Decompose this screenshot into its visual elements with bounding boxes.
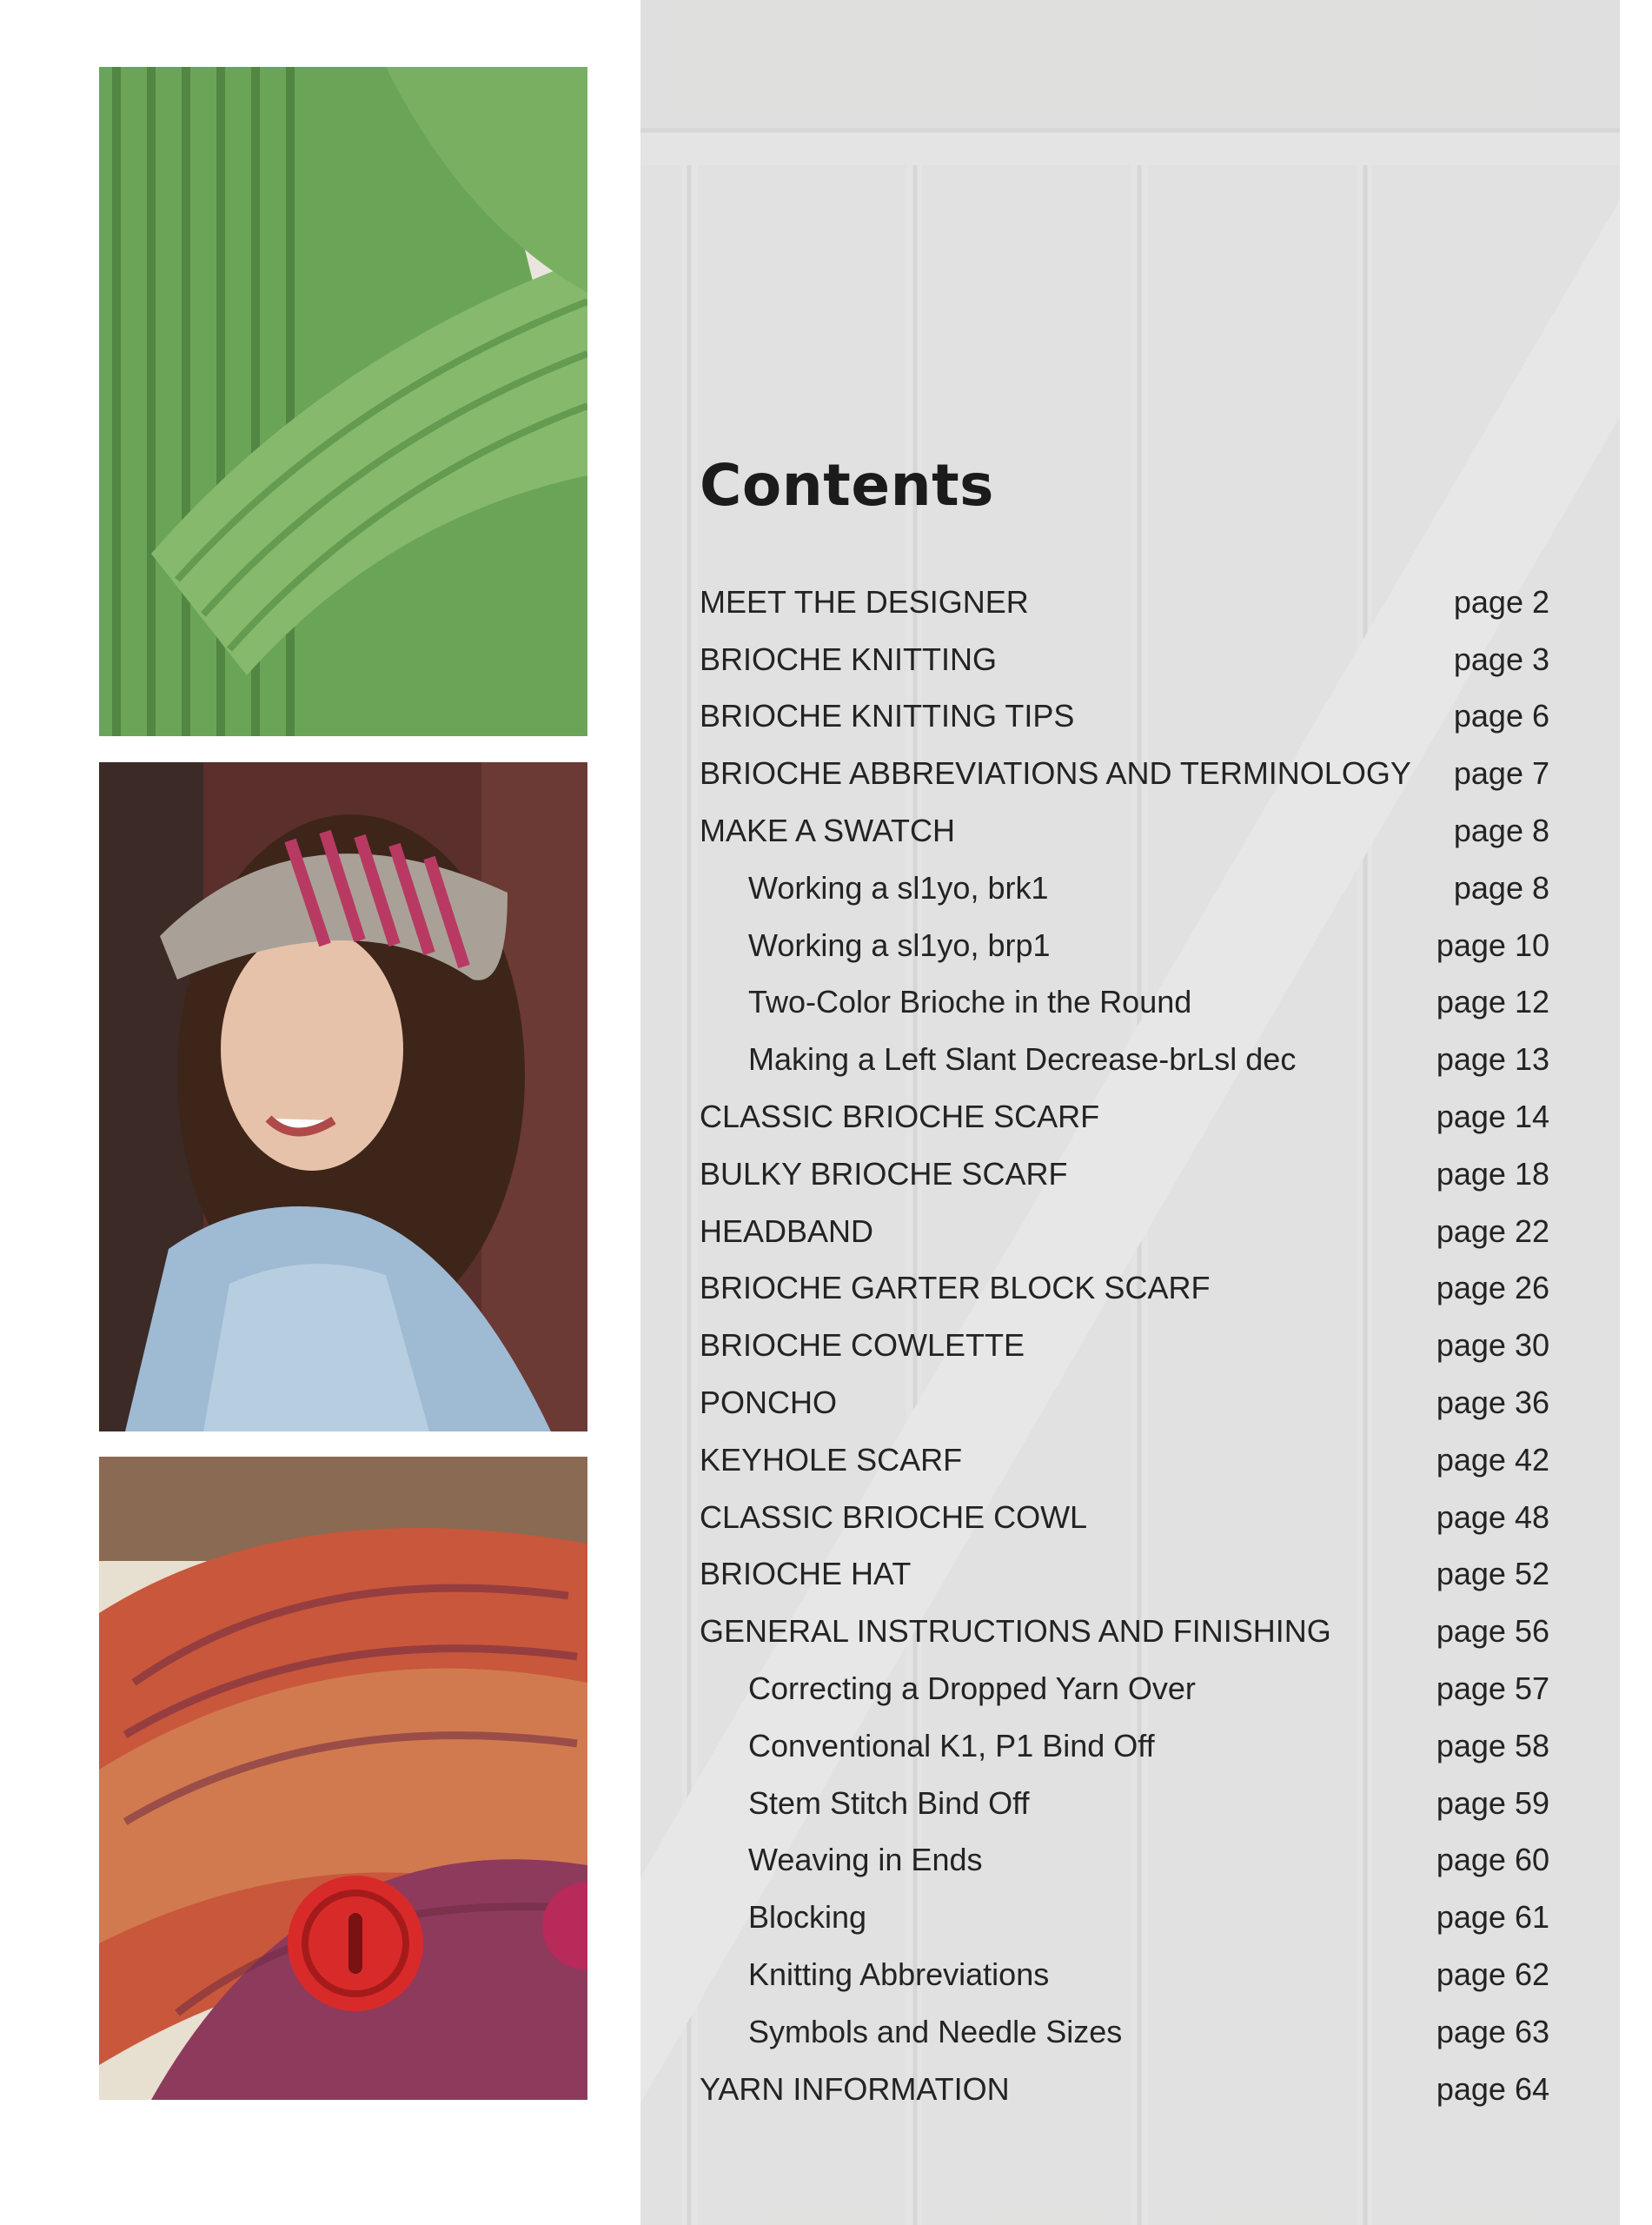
toc-entry-page-number: page 62 [1436,1956,1549,1993]
toc-entry-page-number: page 58 [1436,1727,1549,1763]
toc-entry-page-number: page 10 [1436,927,1549,963]
toc-entry[interactable] [700,688,1549,746]
toc-entry-page-number: page 56 [1436,1613,1549,1650]
toc-entry[interactable] [700,1603,1549,1660]
toc-entry-title: Symbols and Needle Sizes [748,2013,1123,2049]
toc-entry[interactable] [700,1146,1549,1203]
toc-entry-page-number: page 61 [1436,1899,1549,1936]
toc-entry[interactable] [700,1260,1549,1318]
toc-entry-title: BULKY BRIOCHE SCARF [700,1155,1068,1192]
toc-entry-page-number: page 22 [1436,1212,1549,1249]
toc-entry[interactable] [700,1946,1549,2003]
page-title: Contents [700,452,994,519]
woman-in-striped-hat-photo [99,762,587,1431]
toc-entry-page-number: page 42 [1436,1441,1549,1478]
toc-entry-title: Stem Stitch Bind Off [748,1784,1030,1821]
toc-entry[interactable] [700,974,1549,1032]
toc-entry-title: GENERAL INSTRUCTIONS AND FINISHING [700,1613,1331,1650]
toc-entry-title: BRIOCHE ABBREVIATIONS AND TERMINOLOGY [700,755,1411,792]
toc-entry-page-number: page 8 [1453,813,1549,849]
green-ribbed-scarf-photo [99,67,587,736]
toc-entry-title: BRIOCHE HAT [700,1556,912,1592]
toc-entry-title: Conventional K1, P1 Bind Off [748,1727,1155,1763]
toc-entry[interactable] [700,574,1549,631]
toc-entry-title: Knitting Abbreviations [748,1956,1050,1993]
toc-entry-page-number: page 57 [1436,1670,1549,1707]
toc-entry[interactable] [700,1546,1549,1604]
toc-entry-page-number: page 52 [1436,1556,1549,1592]
toc-entry[interactable] [700,1431,1549,1489]
toc-entry-title: BRIOCHE GARTER BLOCK SCARF [700,1270,1211,1306]
toc-entry[interactable] [700,1889,1549,1946]
toc-entry-page-number: page 8 [1453,869,1549,906]
toc-entry-page-number: page 12 [1436,984,1549,1020]
toc-entry-page-number: page 2 [1453,583,1549,620]
toc-entry[interactable] [700,1775,1549,1832]
toc-entry[interactable] [700,1031,1549,1088]
toc-entry[interactable] [700,1489,1549,1546]
toc-entry-title: Two-Color Brioche in the Round [748,984,1192,1020]
toc-entry-page-number: page 63 [1436,2013,1549,2049]
toc-entry[interactable] [700,1832,1549,1890]
toc-entry[interactable] [700,1374,1549,1431]
toc-entry[interactable] [700,1717,1549,1775]
toc-entry-title: KEYHOLE SCARF [700,1441,963,1478]
toc-entry-page-number: page 59 [1436,1784,1549,1821]
toc-entry[interactable] [700,745,1549,802]
toc-entry-title: Weaving in Ends [748,1842,983,1878]
toc-entry-title: Correcting a Dropped Yarn Over [748,1670,1196,1707]
toc-entry-page-number: page 30 [1436,1327,1549,1364]
toc-entry-title: YARN INFORMATION [700,2070,1010,2107]
toc-entry-page-number: page 7 [1453,755,1549,792]
toc-entry-page-number: page 26 [1436,1270,1549,1306]
toc-entry[interactable] [700,1317,1549,1374]
toc-entry-page-number: page 64 [1436,2070,1549,2107]
multicolor-cowl-with-buttons-photo [99,1457,587,2100]
toc-entry[interactable] [700,917,1549,974]
toc-entry-title: BRIOCHE COWLETTE [700,1327,1025,1364]
toc-entry-title: Working a sl1yo, brp1 [748,927,1051,963]
toc-entry-page-number: page 14 [1436,1099,1549,1135]
toc-entry-page-number: page 13 [1436,1041,1549,1078]
toc-entry-title: Blocking [748,1899,867,1936]
toc-entry-page-number: page 3 [1453,641,1549,677]
toc-entry-title: BRIOCHE KNITTING TIPS [700,698,1075,734]
toc-entry-title: CLASSIC BRIOCHE SCARF [700,1099,1100,1135]
toc-entry-title: MEET THE DESIGNER [700,583,1029,620]
toc-entry-page-number: page 18 [1436,1155,1549,1192]
toc-entry[interactable] [700,1088,1549,1146]
toc-entry-title: MAKE A SWATCH [700,813,956,849]
toc-entry-title: BRIOCHE KNITTING [700,641,998,677]
toc-entry[interactable] [700,2003,1549,2061]
toc-entry-title: Making a Left Slant Decrease-brLsl dec [748,1041,1297,1078]
toc-entry[interactable] [700,631,1549,688]
toc-entry-title: PONCHO [700,1385,838,1421]
toc-entry[interactable] [700,1660,1549,1717]
toc-entry[interactable] [700,2061,1549,2118]
toc-entry-page-number: page 36 [1436,1385,1549,1421]
toc-entry-title: Working a sl1yo, brk1 [748,869,1049,906]
toc-entry-title: HEADBAND [700,1212,874,1249]
toc-entry[interactable] [700,802,1549,860]
toc-entry[interactable] [700,1203,1549,1260]
toc-entry-page-number: page 60 [1436,1842,1549,1878]
table-of-contents [700,574,1549,2118]
toc-entry-page-number: page 48 [1436,1498,1549,1535]
toc-entry-page-number: page 6 [1453,698,1549,734]
toc-entry[interactable] [700,860,1549,917]
toc-entry-title: CLASSIC BRIOCHE COWL [700,1498,1088,1535]
